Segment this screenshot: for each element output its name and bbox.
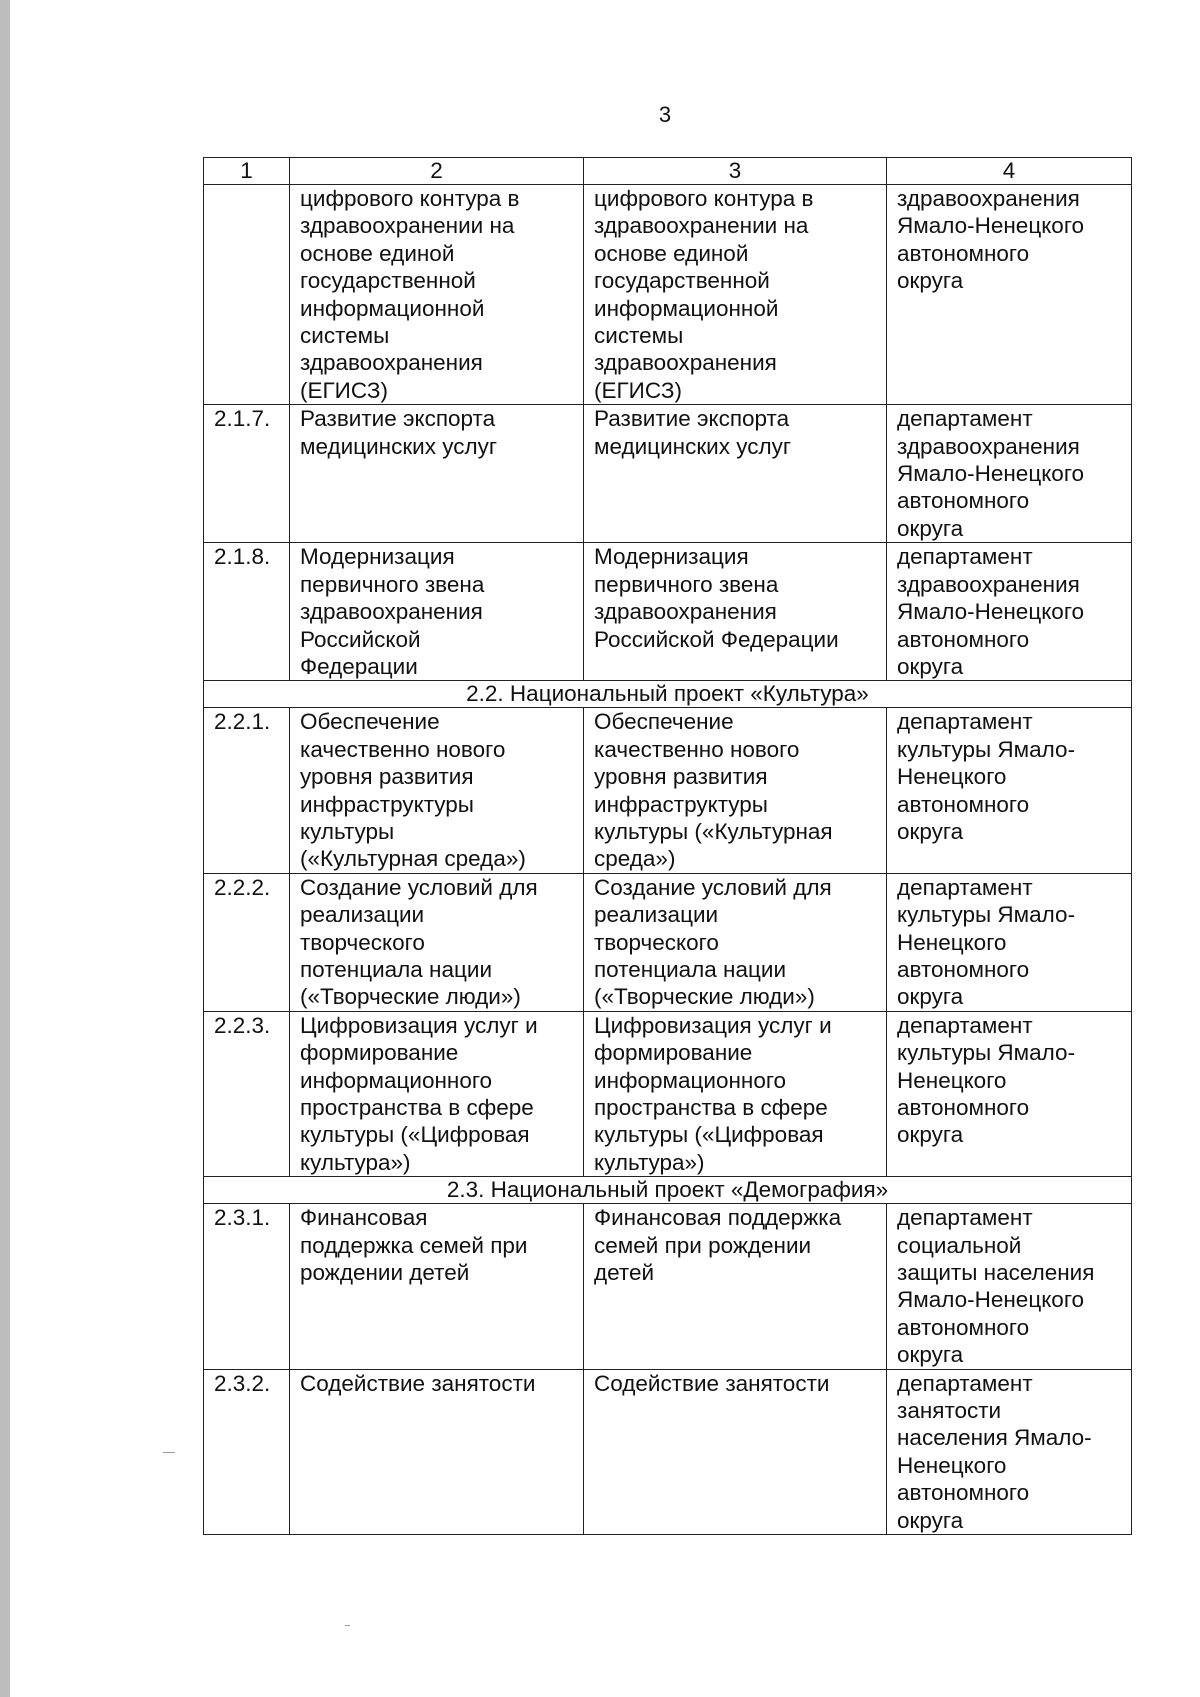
- event-name-cell: Создание условий для реализации творческого потенциала нации («Творческие люди»): [290, 873, 584, 1011]
- scan-speck: [345, 1625, 350, 1626]
- responsible-cell: департамент социальной защиты населения Ямало-Ненецкого автономного округа: [887, 1204, 1132, 1369]
- table-body: [204, 158, 1132, 1535]
- table-row: [204, 543, 1132, 681]
- project-name-cell: Цифровизация услуг и формирование информационного пространства в сфере культуры («Цифровая культура»): [584, 1011, 887, 1176]
- row-number-cell: 2.2.1.: [204, 708, 290, 873]
- table-row: [204, 708, 1132, 873]
- responsible-cell: департамент занятости населения Ямало- Ненецкого автономного округа: [887, 1369, 1132, 1534]
- row-number-cell: 2.3.2.: [204, 1369, 290, 1534]
- row-number-cell: 2.1.8.: [204, 543, 290, 681]
- scan-shadow-edge: [0, 0, 10, 1697]
- project-name-cell: Содействие занятости: [584, 1369, 887, 1534]
- table-row: [204, 185, 1132, 405]
- responsible-cell: департамент культуры Ямало- Ненецкого автономного округа: [887, 1011, 1132, 1176]
- table-row: [204, 1011, 1132, 1176]
- project-name-cell: Обеспечение качественно нового уровня развития инфраструктуры культуры («Культурная среда»): [584, 708, 887, 873]
- table-row: [204, 1369, 1132, 1534]
- row-number-cell: 2.1.7.: [204, 405, 290, 543]
- responsible-cell: департамент культуры Ямало- Ненецкого автономного округа: [887, 708, 1132, 873]
- responsible-cell: департамент культуры Ямало- Ненецкого автономного округа: [887, 873, 1132, 1011]
- project-name-cell: Развитие экспорта медицинских услуг: [584, 405, 887, 543]
- event-name-cell: Развитие экспорта медицинских услуг: [290, 405, 584, 543]
- section-title: 2.2. Национальный проект «Культура»: [204, 681, 1132, 708]
- table-row: [204, 873, 1132, 1011]
- table-row: [204, 1204, 1132, 1369]
- row-number-cell: [204, 185, 290, 405]
- project-name-cell: Создание условий для реализации творческого потенциала нации («Творческие люди»): [584, 873, 887, 1011]
- event-name-cell: Обеспечение качественно нового уровня развития инфраструктуры культуры («Культурная среда»): [290, 708, 584, 873]
- row-number-cell: 2.2.3.: [204, 1011, 290, 1176]
- page-number: 3: [658, 102, 672, 127]
- responsible-cell: департамент здравоохранения Ямало-Ненецкого автономного округа: [887, 405, 1132, 543]
- event-name-cell: Содействие занятости: [290, 1369, 584, 1534]
- responsible-cell: здравоохранения Ямало-Ненецкого автономного округа: [887, 185, 1132, 405]
- event-name-cell: Модернизация первичного звена здравоохранения Российской Федерации: [290, 543, 584, 681]
- project-name-cell: Финансовая поддержка семей при рождении детей: [584, 1204, 887, 1369]
- scan-speck: [163, 1452, 175, 1453]
- event-name-cell: цифрового контура в здравоохранении на основе единой государственной информационной системы здравоохранения (ЕГИСЗ): [290, 185, 584, 405]
- row-number-cell: 2.3.1.: [204, 1204, 290, 1369]
- column-number: 4: [887, 158, 1132, 185]
- column-number: 1: [204, 158, 290, 185]
- project-name-cell: Модернизация первичного звена здравоохранения Российской Федерации: [584, 543, 887, 681]
- event-name-cell: Финансовая поддержка семей при рождении детей: [290, 1204, 584, 1369]
- column-number: 2: [290, 158, 584, 185]
- section-header-row: [204, 681, 1132, 708]
- project-name-cell: цифрового контура в здравоохранении на основе единой государственной информационной системы здравоохранения (ЕГИСЗ): [584, 185, 887, 405]
- section-header-row: [204, 1177, 1132, 1204]
- column-number-row: [204, 158, 1132, 185]
- responsible-cell: департамент здравоохранения Ямало-Ненецкого автономного округа: [887, 543, 1132, 681]
- section-title: 2.3. Национальный проект «Демография»: [204, 1177, 1132, 1204]
- event-name-cell: Цифровизация услуг и формирование информационного пространства в сфере культуры («Цифровая культура»): [290, 1011, 584, 1176]
- row-number-cell: 2.2.2.: [204, 873, 290, 1011]
- column-number: 3: [584, 158, 887, 185]
- table-row: [204, 405, 1132, 543]
- document-table: [203, 157, 1132, 1535]
